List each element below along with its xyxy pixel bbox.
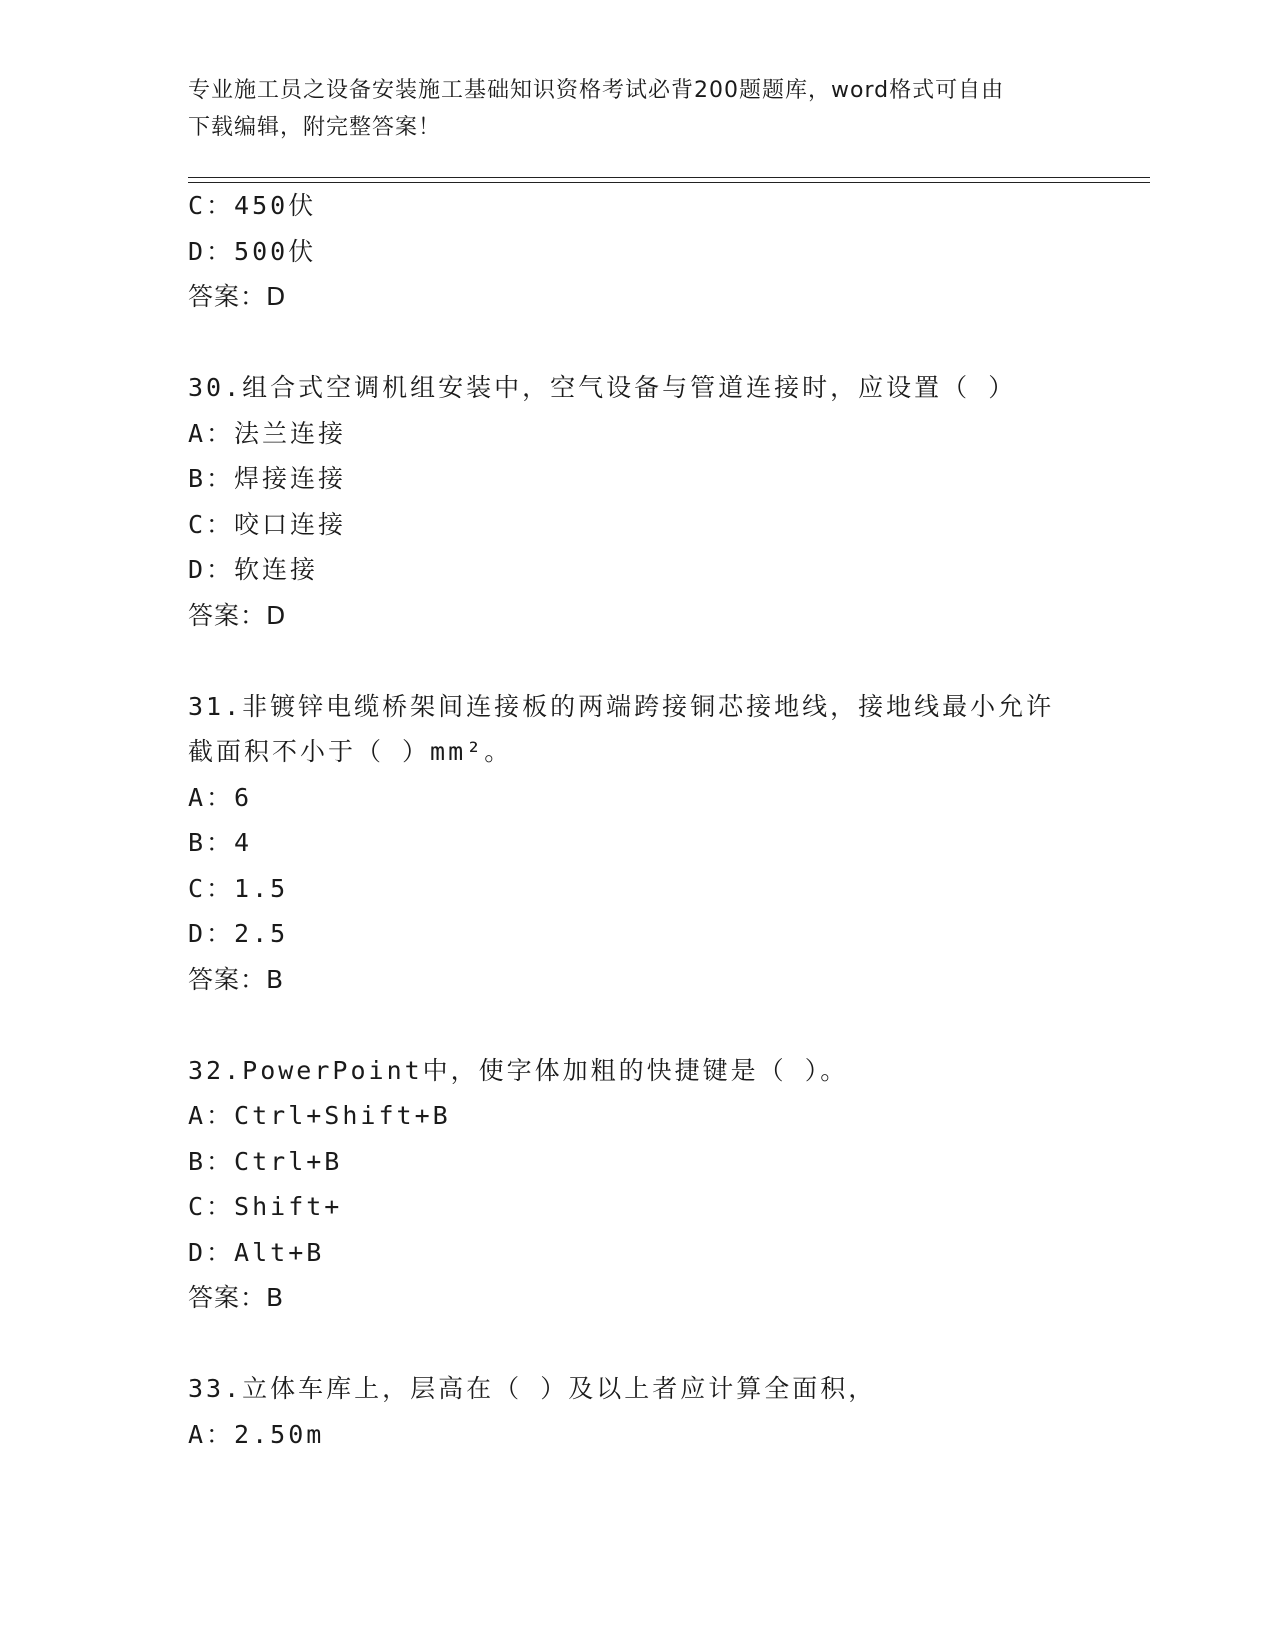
option-b: B：焊接连接: [188, 464, 347, 493]
question-31: [188, 691, 1088, 1010]
spacer: [188, 1328, 1088, 1374]
header-line-2: 下载编辑，附完整答案！: [188, 115, 442, 140]
question-32: [188, 1055, 1088, 1328]
option-d: D：500伏: [188, 236, 317, 266]
header-divider-bottom: [188, 182, 1150, 183]
question-text: 32.PowerPoint中，使字体加粗的快捷键是（ ）。: [188, 1055, 849, 1085]
answer-label: 答案：B: [188, 1283, 285, 1312]
question-30: [188, 372, 1088, 645]
answer-label: 答案：D: [188, 282, 287, 311]
option-c: C：450伏: [188, 191, 317, 220]
option-c: C：Shift+: [188, 1192, 343, 1221]
question-33: [188, 1373, 1088, 1464]
answer-label: 答案：D: [188, 600, 287, 630]
option-d: D：Alt+B: [188, 1237, 325, 1267]
option-c: C：咬口连接: [188, 509, 347, 539]
option-a: A：6: [188, 782, 253, 812]
header-divider-top: [188, 177, 1150, 178]
question-text-line-2: 截面积不小于（ ）mm²。: [188, 737, 513, 766]
spacer: [188, 645, 1088, 691]
option-b: B：4: [188, 828, 253, 857]
option-a: A：法兰连接: [188, 418, 347, 448]
question-text-line-1: 31.非镀锌电缆桥架间连接板的两端跨接铜芯接地线，接地线最小允许: [188, 691, 1055, 721]
spacer: [188, 1009, 1088, 1055]
question-text: 33.立体车库上，层高在（ ）及以上者应计算全面积，: [188, 1374, 877, 1403]
option-a: A：2.50m: [188, 1419, 325, 1449]
option-b: B：Ctrl+B: [188, 1146, 343, 1176]
question-content: [188, 190, 1088, 1464]
option-d: D：软连接: [188, 555, 319, 584]
option-d: D：2.5: [188, 919, 289, 948]
document-header: [188, 72, 1068, 146]
option-a: A：Ctrl+Shift+B: [188, 1101, 451, 1130]
header-line-1: 专业施工员之设备安装施工基础知识资格考试必背200题题库，word格式可自由: [188, 78, 1005, 103]
spacer: [188, 327, 1088, 373]
question-text: 30.组合式空调机组安装中，空气设备与管道连接时，应设置（ ）: [188, 373, 1017, 402]
option-c: C：1.5: [188, 873, 289, 903]
answer-label: 答案：B: [188, 964, 285, 994]
question-29-tail: [188, 190, 1088, 327]
